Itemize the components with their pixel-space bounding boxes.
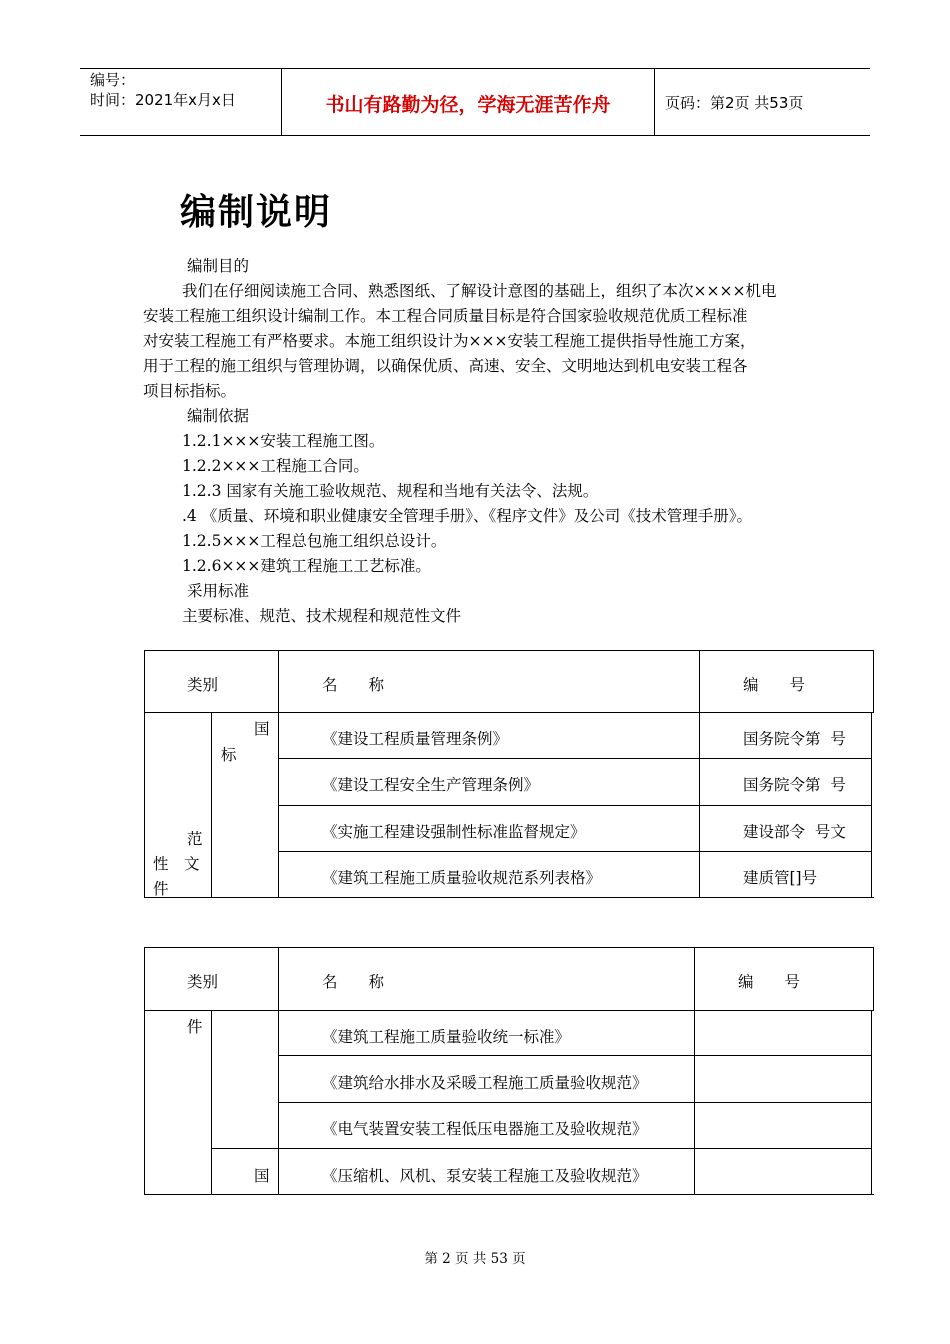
t1-rule — [144, 712, 874, 713]
t2-rule — [144, 1010, 874, 1011]
t2-row-name: 《压缩机、风机、泵安装工程施工及验收规范》 — [322, 1167, 648, 1185]
t2-rule — [278, 947, 279, 1195]
purpose-line-5: 项目标指标。 — [143, 382, 237, 400]
t2-rule — [144, 947, 874, 948]
t1-rule — [278, 805, 872, 806]
t2-row-name: 《建筑工程施工质量验收统一标准》 — [322, 1028, 571, 1046]
t2-rule — [144, 947, 145, 1195]
page-title: 编制说明 — [180, 192, 333, 233]
t2-rule — [873, 947, 874, 1010]
t1-rule — [873, 650, 874, 712]
t1-rule — [144, 650, 874, 651]
t1-rule — [278, 758, 872, 759]
basis-item-3: 1.2.3 国家有关施工验收规范、规程和当地有关法令、法规。 — [182, 482, 599, 500]
t2-header-number: 编 号 — [738, 973, 801, 991]
section-heading-basis: 编制依据 — [187, 407, 250, 425]
t1-category-fan: 范 — [187, 830, 203, 848]
motto: 书山有路勤为径，学海无涯苦作舟 — [325, 94, 611, 116]
t1-row-name: 《实施工程建设强制性标准监督规定》 — [322, 823, 586, 841]
t1-header-name: 名 称 — [322, 676, 385, 694]
t1-category-guo: 国 — [254, 720, 270, 738]
t1-header-number: 编 号 — [743, 676, 806, 694]
t1-rule — [278, 650, 279, 898]
t1-rule — [144, 650, 145, 898]
t1-rule — [871, 712, 872, 898]
basis-item-5: 1.2.5×××工程总包施工组织总设计。 — [182, 532, 447, 550]
t1-category-xingwen: 性 文 — [153, 855, 200, 873]
t2-rule — [144, 1194, 874, 1195]
t2-rule — [694, 947, 695, 1195]
t1-row-number: 建设部令 号文 — [743, 823, 846, 841]
t1-rule — [699, 650, 700, 898]
t1-rule — [278, 851, 872, 852]
t2-rule — [278, 1102, 872, 1103]
t1-rule — [144, 897, 874, 898]
t2-rule — [211, 1010, 212, 1195]
page-info: 页码：第2页 共53页 — [665, 94, 804, 112]
t1-row-name: 《建筑工程施工质量验收规范系列表格》 — [322, 869, 602, 887]
basis-item-2: 1.2.2×××工程施工合同。 — [182, 457, 369, 475]
code-label: 编号： — [90, 71, 136, 89]
header-divider-right — [654, 68, 655, 136]
t2-header-name: 名 称 — [322, 973, 385, 991]
t2-header-category: 类别 — [187, 973, 219, 991]
section-heading-standards: 采用标准 — [187, 582, 250, 600]
t2-category-guo: 国 — [254, 1167, 270, 1185]
header-divider-left — [281, 68, 282, 136]
t1-rule — [211, 712, 212, 898]
t2-row-name: 《电气装置安装工程低压电器施工及验收规范》 — [322, 1120, 648, 1138]
header-top-rule — [80, 68, 870, 69]
t2-row-name: 《建筑给水排水及采暖工程施工质量验收规范》 — [322, 1074, 648, 1092]
section-heading-purpose: 编制目的 — [187, 257, 250, 275]
purpose-line-3: 对安装工程施工有严格要求。本施工组织设计为×××安装工程施工提供指导性施工方案， — [143, 332, 756, 350]
t2-rule — [211, 1148, 872, 1149]
date-label: 时间：2021年x月x日 — [90, 91, 236, 109]
page-footer: 第 2 页 共 53 页 — [424, 1251, 526, 1267]
purpose-line-1: 我们在仔细阅读施工合同、熟悉图纸、了解设计意图的基础上，组织了本次××××机电 — [182, 282, 777, 300]
t1-row-number: 建质管[]号 — [743, 869, 818, 887]
t2-category-jian: 件 — [187, 1018, 203, 1036]
purpose-line-2: 安装工程施工组织设计编制工作。本工程合同质量目标是符合国家验收规范优质工程标准 — [143, 307, 748, 325]
t1-row-number: 国务院令第 号 — [743, 776, 846, 794]
t1-row-number: 国务院令第 号 — [743, 730, 846, 748]
t1-category-biao: 标 — [221, 746, 237, 764]
t1-header-category: 类别 — [187, 676, 219, 694]
basis-item-1: 1.2.1×××安装工程施工图。 — [182, 432, 385, 450]
t2-rule — [871, 1010, 872, 1195]
purpose-line-4: 用于工程的施工组织与管理协调，以确保优质、高速、安全、文明地达到机电安装工程各 — [143, 357, 748, 375]
t1-row-name: 《建设工程质量管理条例》 — [322, 730, 509, 748]
t2-rule — [278, 1055, 872, 1056]
standards-subheading: 主要标准、规范、技术规程和规范性文件 — [182, 607, 462, 625]
t1-row-name: 《建设工程安全生产管理条例》 — [322, 776, 540, 794]
basis-item-6: 1.2.6×××建筑工程施工工艺标准。 — [182, 557, 431, 575]
header-bottom-rule — [80, 135, 870, 136]
t1-category-jian: 件 — [153, 880, 169, 898]
header-meta — [90, 70, 236, 110]
basis-item-4: .4 《质量、环境和职业健康安全管理手册》、《程序文件》及公司《技术管理手册》。 — [182, 507, 752, 525]
